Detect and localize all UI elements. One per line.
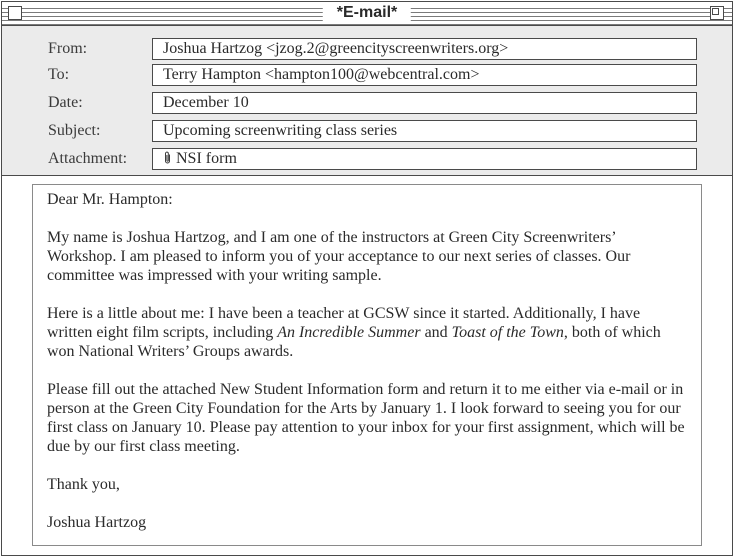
title-bar[interactable]	[2, 2, 732, 26]
attachment-field[interactable]	[152, 148, 697, 170]
attachment-label: Attachment:	[48, 150, 128, 167]
about-text-3: , both of which won National Writers’ Groups awards.	[47, 324, 661, 360]
from-field[interactable]: Joshua Hartzog <jzog.2@greencityscreenwriters.org>	[152, 38, 697, 60]
email-window	[1, 1, 733, 556]
paragraph-intro: My name is Joshua Hartzog, and I am one of the instructors at Green City Screenwriters’ Workshop. I am pleased to inform you of your acceptance to our next series of classes. Our committee was impressed with your writing sample.	[47, 229, 631, 284]
message-body[interactable]	[32, 184, 702, 546]
from-row	[2, 38, 732, 60]
subject-label: Subject:	[48, 122, 101, 139]
subject-field[interactable]: Upcoming screenwriting class series	[152, 120, 697, 142]
date-label: Date:	[48, 94, 83, 111]
to-label: To:	[48, 66, 70, 83]
about-text-2: and	[420, 324, 452, 341]
paperclip-icon	[163, 151, 172, 164]
paragraph-about	[47, 304, 687, 361]
film-title-2: Toast of the Town	[451, 324, 564, 341]
attachment-name[interactable]: NSI form	[176, 150, 237, 167]
zoom-box-icon[interactable]	[710, 6, 724, 20]
window-title: *E-mail*	[323, 3, 411, 23]
film-title-1: An Incredible Summer	[277, 324, 421, 341]
close-box-icon[interactable]	[8, 6, 22, 20]
closing: Thank you,	[47, 476, 120, 493]
signature: Joshua Hartzog	[47, 514, 147, 531]
from-label: From:	[48, 40, 88, 57]
attachment-row	[2, 148, 732, 170]
to-field[interactable]: Terry Hampton <hampton100@webcentral.com>	[152, 64, 697, 86]
subject-row	[2, 120, 732, 142]
email-header	[2, 26, 732, 176]
about-text-1: Here is a little about me: I have been a teacher at GCSW since it started. Additionally, I have written eight film scripts, including	[47, 305, 641, 341]
date-row	[2, 92, 732, 114]
date-field[interactable]: December 10	[152, 92, 697, 114]
paragraph-instructions: Please fill out the attached New Student Information form and return it to me either via e-mail or in person at the Green City Foundation for the Arts by January 1. I look forward to seeing you for our first class on January 10. Please pay attention to your inbox for your first assignment, which will be due by our first class meeting.	[47, 381, 685, 455]
to-row	[2, 64, 732, 86]
greeting: Dear Mr. Hampton:	[47, 191, 173, 208]
